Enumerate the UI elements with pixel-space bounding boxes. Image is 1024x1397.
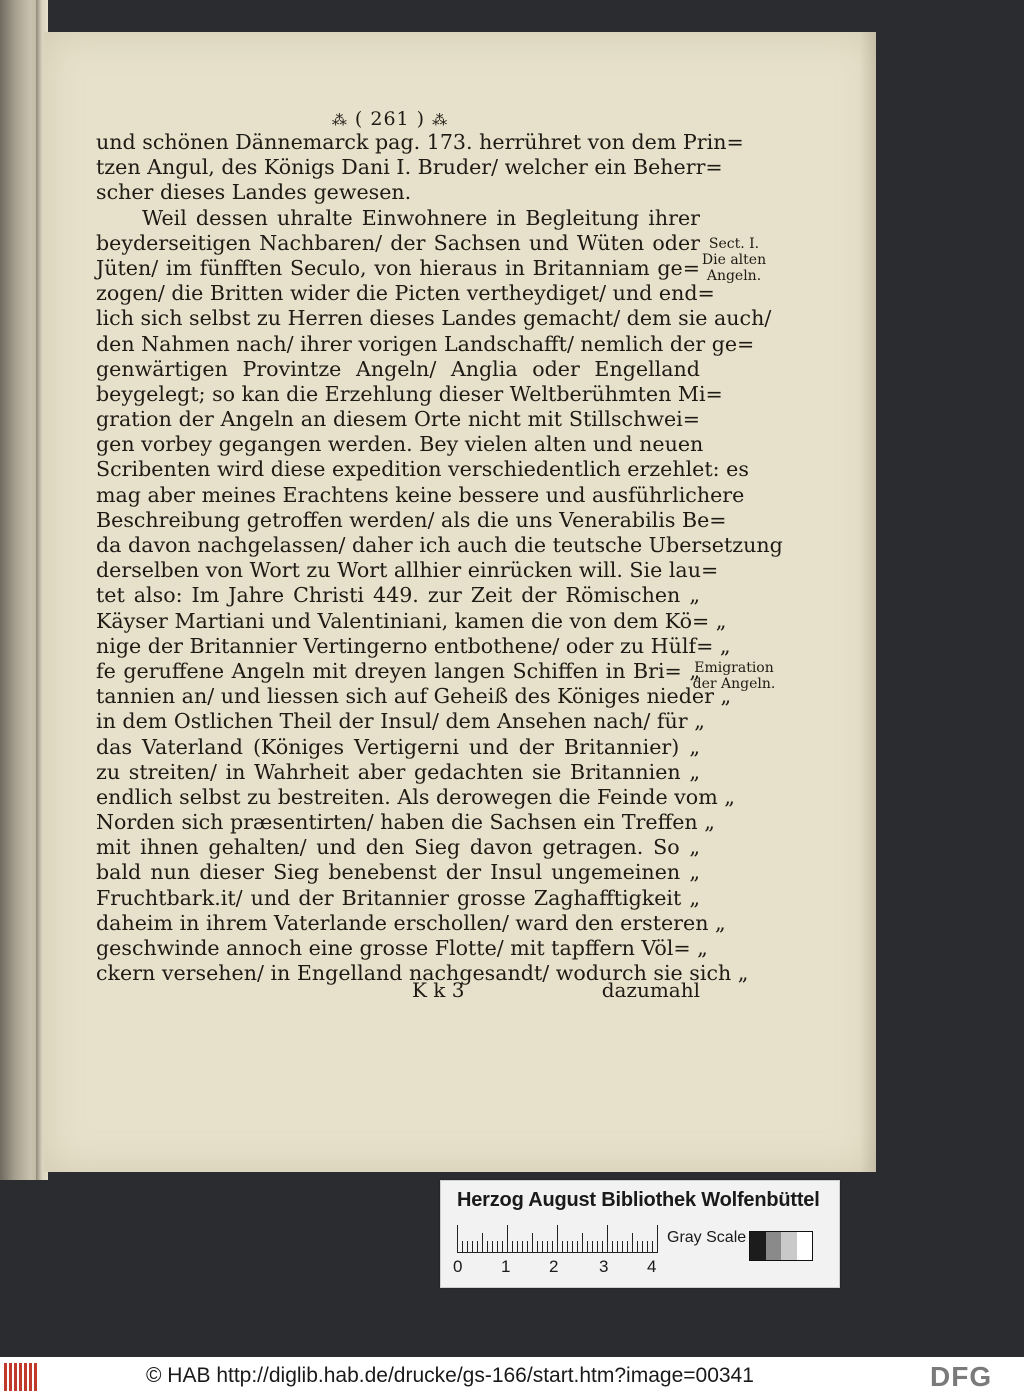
- ruler-tick: [482, 1233, 483, 1253]
- scale-number: 2: [549, 1257, 559, 1276]
- ruler-tick: [462, 1241, 463, 1253]
- ruler-tick: [627, 1241, 628, 1253]
- text-line: mit ihnen gehalten/ und den Sieg davon getragen. So „: [96, 835, 700, 860]
- ruler-tick: [647, 1241, 648, 1253]
- ruler-tick: [547, 1241, 548, 1253]
- text-line: beyderseitigen Nachbaren/ der Sachsen und Wüten oder: [96, 230, 700, 255]
- ruler-tick: [657, 1225, 658, 1253]
- ruler-tick: [572, 1241, 573, 1253]
- gray-swatch: [750, 1232, 766, 1260]
- text-line: den Nahmen nach/ ihrer vorigen Landschafft/ nemlich der ge=: [96, 331, 755, 356]
- logo-bar: [9, 1363, 12, 1391]
- logo-bar: [14, 1363, 17, 1391]
- margin-note-emigration: [692, 660, 776, 692]
- ruler-tick: [577, 1241, 578, 1253]
- text-line: fe geruffene Angeln mit dreyen langen Schiffen in Bri= „: [96, 658, 700, 683]
- ornament-left-icon: ⁂: [331, 111, 348, 129]
- logo-bar: [4, 1363, 7, 1391]
- ruler-tick: [537, 1241, 538, 1253]
- ruler-tick: [512, 1241, 513, 1253]
- ruler-tick: [597, 1241, 598, 1253]
- gray-scale-label: Gray Scale: [667, 1229, 747, 1246]
- text-line: zogen/ die Britten wider die Picten vertheydiget/ und end=: [96, 281, 715, 306]
- gray-scale-swatches: [749, 1231, 813, 1261]
- ruler-tick: [567, 1241, 568, 1253]
- text-line: derselben von Wort zu Wort allhier einrücken will. Sie lau=: [96, 558, 719, 583]
- text-line: Norden sich præsentirten/ haben die Sachsen ein Treffen „: [96, 810, 715, 835]
- page-number: ( 261 ): [354, 108, 426, 130]
- running-header: [290, 108, 490, 130]
- ruler-tick: [472, 1241, 473, 1253]
- catchword: dazumahl: [601, 978, 700, 1002]
- ruler-tick: [532, 1233, 533, 1253]
- text-line: Weil dessen uhralte Einwohnere in Begleitung ihrer: [142, 205, 700, 230]
- text-line: in dem Ostlichen Theil der Insul/ dem Ansehen nach/ für „: [96, 709, 705, 734]
- card-title: Herzog August Bibliothek Wolfenbüttel: [457, 1189, 820, 1211]
- gray-swatch: [797, 1232, 813, 1260]
- text-line: Scribenten wird diese expedition verschiedentlich erzehlet: es: [96, 457, 749, 482]
- ruler-tick: [487, 1241, 488, 1253]
- ruler-tick: [522, 1241, 523, 1253]
- ruler-tick: [457, 1225, 458, 1253]
- logo-bar: [29, 1363, 32, 1391]
- ruler-tick: [497, 1241, 498, 1253]
- text-line: endlich selbst zu bestreiten. Als derowegen die Feinde vom „: [96, 784, 735, 809]
- ruler-tick: [622, 1241, 623, 1253]
- text-line: bald nun dieser Sieg benebenst der Insul ungemeinen „: [96, 860, 700, 885]
- ruler-tick: [592, 1241, 593, 1253]
- page-footer-line: [96, 978, 700, 1002]
- text-line: genwärtigen Provintze Angeln/ Anglia oder Engelland: [96, 356, 700, 381]
- gray-swatch: [766, 1232, 782, 1260]
- ruler-tick: [632, 1233, 633, 1253]
- copyright-link[interactable]: © HAB http://diglib.hab.de/drucke/gs-166/start.htm?image=00341: [146, 1364, 754, 1387]
- ruler-tick: [652, 1241, 653, 1253]
- text-line: daheim in ihrem Vaterlande erschollen/ ward den ersteren „: [96, 910, 726, 935]
- ruler-tick: [502, 1241, 503, 1253]
- ruler-tick: [477, 1241, 478, 1253]
- text-line: das Vaterland (Königes Vertigerni und der Britannier) „: [96, 734, 700, 759]
- margin-note-line: der Angeln.: [692, 676, 776, 692]
- text-line: und schönen Dännemarck pag. 173. herrühret von dem Prin=: [96, 130, 744, 154]
- text-line: da davon nachgelassen/ daher ich auch die teutsche Ubersetzung: [96, 533, 783, 557]
- text-line: gration der Angeln an diesem Orte nicht mit Stillschwei=: [96, 407, 700, 432]
- gray-swatch: [781, 1232, 797, 1260]
- text-line: Jüten/ im fünfften Seculo, von hieraus in Britanniam ge=: [96, 255, 700, 280]
- text-line: tannien an/ und liessen sich auf Geheiß des Königes nieder „: [96, 684, 732, 709]
- ruler-tick: [552, 1241, 553, 1253]
- text-line: mag aber meines Erachtens keine bessere und ausführlichere: [96, 482, 745, 507]
- text-line: tzen Angul, des Königs Dani I. Bruder/ welcher ein Beherr=: [96, 155, 723, 180]
- dfg-logo: DFG: [930, 1361, 993, 1392]
- ruler-tick: [587, 1241, 588, 1253]
- text-line: tet also: Im Jahre Christi 449. zur Zeit der Römischen „: [96, 583, 700, 608]
- text-line: geschwinde annoch eine grosse Flotte/ mit tapffern Völ= „: [96, 936, 708, 960]
- scale-number: 1: [501, 1257, 511, 1276]
- margin-note-line: Angeln.: [706, 268, 762, 284]
- margin-note-line: Die alten: [701, 252, 767, 268]
- ruler-tick: [557, 1225, 558, 1253]
- viewer-footer: [0, 1357, 1024, 1397]
- scale-number: 0: [453, 1257, 463, 1276]
- logo-bar: [19, 1363, 22, 1391]
- ruler-tick: [642, 1241, 643, 1253]
- signature-mark: K k 3: [412, 978, 465, 1002]
- measurement-ruler: [457, 1223, 657, 1253]
- margin-note-line: Sect. I.: [708, 236, 760, 252]
- logo-bar: [34, 1363, 37, 1391]
- margin-note-line: Emigration: [694, 660, 774, 676]
- logo-bar: [24, 1363, 27, 1391]
- ruler-tick: [467, 1241, 468, 1253]
- text-line: nige der Britannier Vertingerno entbothene/ oder zu Hülf= „: [96, 633, 731, 658]
- text-line: Käyser Martiani und Valentiniani, kamen die von dem Kö= „: [96, 608, 727, 633]
- ornament-right-icon: ⁂: [432, 111, 449, 129]
- text-line: ckern versehen/ in Engelland nachgesandt/ wodurch sie sich „: [96, 961, 749, 986]
- ruler-tick: [527, 1241, 528, 1253]
- ruler-tick: [617, 1241, 618, 1253]
- book-page: [44, 32, 876, 1172]
- text-line: scher dieses Landes gewesen.: [96, 180, 412, 205]
- color-calibration-card: [440, 1180, 840, 1288]
- hab-logo-icon: [4, 1363, 38, 1391]
- scale-number: 4: [647, 1257, 657, 1276]
- ruler-tick: [582, 1233, 583, 1253]
- ruler-tick: [507, 1225, 508, 1253]
- ruler-tick: [492, 1241, 493, 1253]
- scale-number: 3: [599, 1257, 609, 1276]
- text-line: beygelegt; so kan die Erzehlung dieser Weltberühmten Mi=: [96, 381, 723, 406]
- text-line: Fruchtbark.it/ und der Britannier grosse Zaghafftigkeit „: [96, 885, 700, 910]
- ruler-tick: [637, 1241, 638, 1253]
- text-line: Beschreibung getroffen werden/ als die uns Venerabilis Be=: [96, 507, 727, 532]
- ruler-tick: [542, 1241, 543, 1253]
- ruler-tick: [517, 1241, 518, 1253]
- text-line: lich sich selbst zu Herren dieses Landes gemacht/ dem sie auch/: [96, 306, 772, 331]
- text-line: gen vorbey gegangen werden. Bey vielen alten und neuen: [96, 432, 704, 457]
- ruler-tick: [602, 1241, 603, 1253]
- ruler-tick: [562, 1241, 563, 1253]
- ruler-tick: [607, 1225, 608, 1253]
- ruler-tick: [612, 1241, 613, 1253]
- text-line: zu streiten/ in Wahrheit aber gedachten sie Britannien „: [96, 759, 700, 784]
- margin-note-sect-1: [694, 236, 774, 284]
